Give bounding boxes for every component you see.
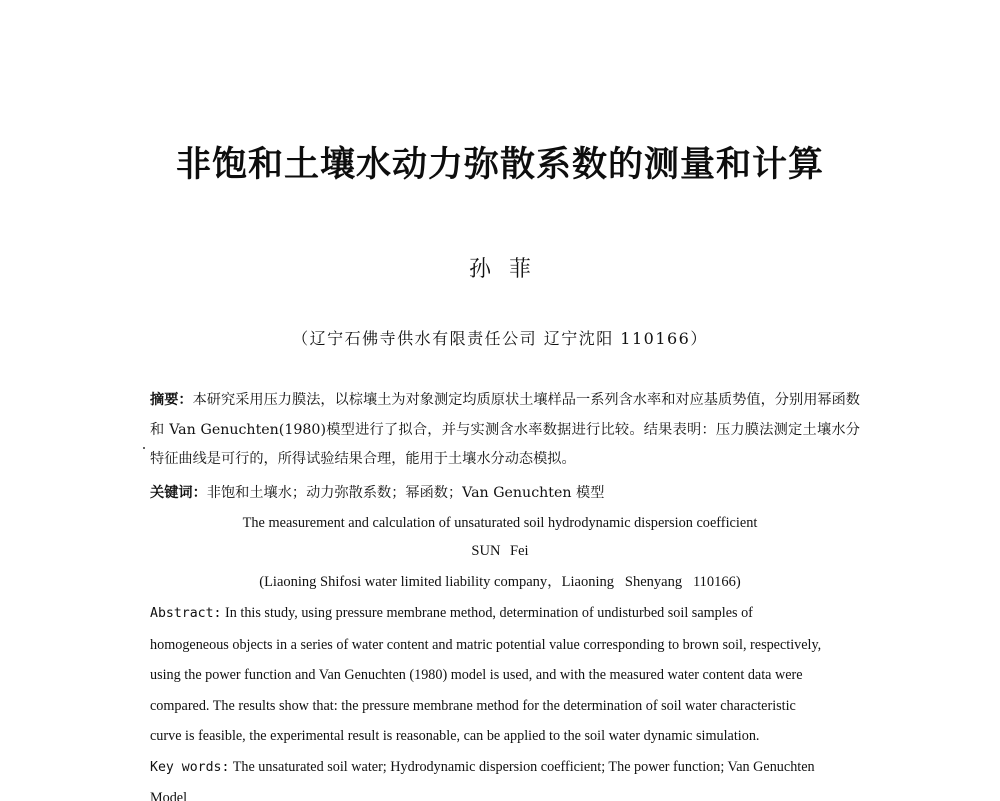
chinese-keywords-label: 关键词： [150,485,207,501]
chinese-abstract-text: 本研究采用压力膜法，以棕壤土为对象测定均质原状土壤样品一系列含水率和对应基质势值，分别用幂函数和 Van Genuchten(1980)模型进行了拟合，并与实测含水率数据进行比较。结果表明：压力膜法测定土壤水分特征曲线是可行的，所得试验结果合理，能用于土壤水分动态模拟。 [150,392,860,467]
english-keywords [150,752,860,801]
english-keywords-line [150,752,860,783]
english-abstract [150,598,860,752]
paper-title: 非饱和土壤水动力弥散系数的测量和计算 [175,145,824,185]
english-abstract-text: In this study, using pressure membrane method, determination of undisturbed soil samples of [225,605,753,621]
english-author: SUN Fei [471,543,529,559]
english-abstract-line: curve is feasible, the experimental result is reasonable, can be applied to the soil water dynamic simulation. [150,728,760,744]
chinese-keywords [150,480,860,506]
english-keywords-label: Key words: [150,760,230,775]
english-keywords-text: The unsaturated soil water; Hydrodynamic dispersion coefficient; The power function; Van Genuchten [232,759,815,775]
chinese-abstract [150,386,860,475]
english-abstract-label: Abstract: [150,606,222,621]
chinese-abstract-label: 摘要： [150,392,193,408]
english-title: The measurement and calculation of unsaturated soil hydrodynamic dispersion coefficient [242,515,758,531]
chinese-keywords-text: 非饱和土壤水；动力弥散系数；幂函数；Van Genuchten 模型 [206,485,605,501]
author-affiliation: （辽宁石佛寺供水有限责任公司 辽宁沈阳 110166） [292,329,708,348]
english-affiliation: (Liaoning Shifosi water limited liability company，Liaoning Shenyang 110166) [259,574,741,590]
english-abstract-line [150,598,860,630]
author-name: 孙菲 [468,257,549,282]
english-abstract-line: using the power function and Van Genuchten (1980) model is used, and with the measured water content data were [150,667,803,683]
scan-speck [143,447,145,449]
english-abstract-line: homogeneous objects in a series of water content and matric potential value corresponding to brown soil, respectively, [150,636,822,653]
english-abstract-line: compared. The results show that: the pressure membrane method for the determination of soil water characteristic [150,697,796,714]
english-keywords-line: Model [150,790,188,801]
